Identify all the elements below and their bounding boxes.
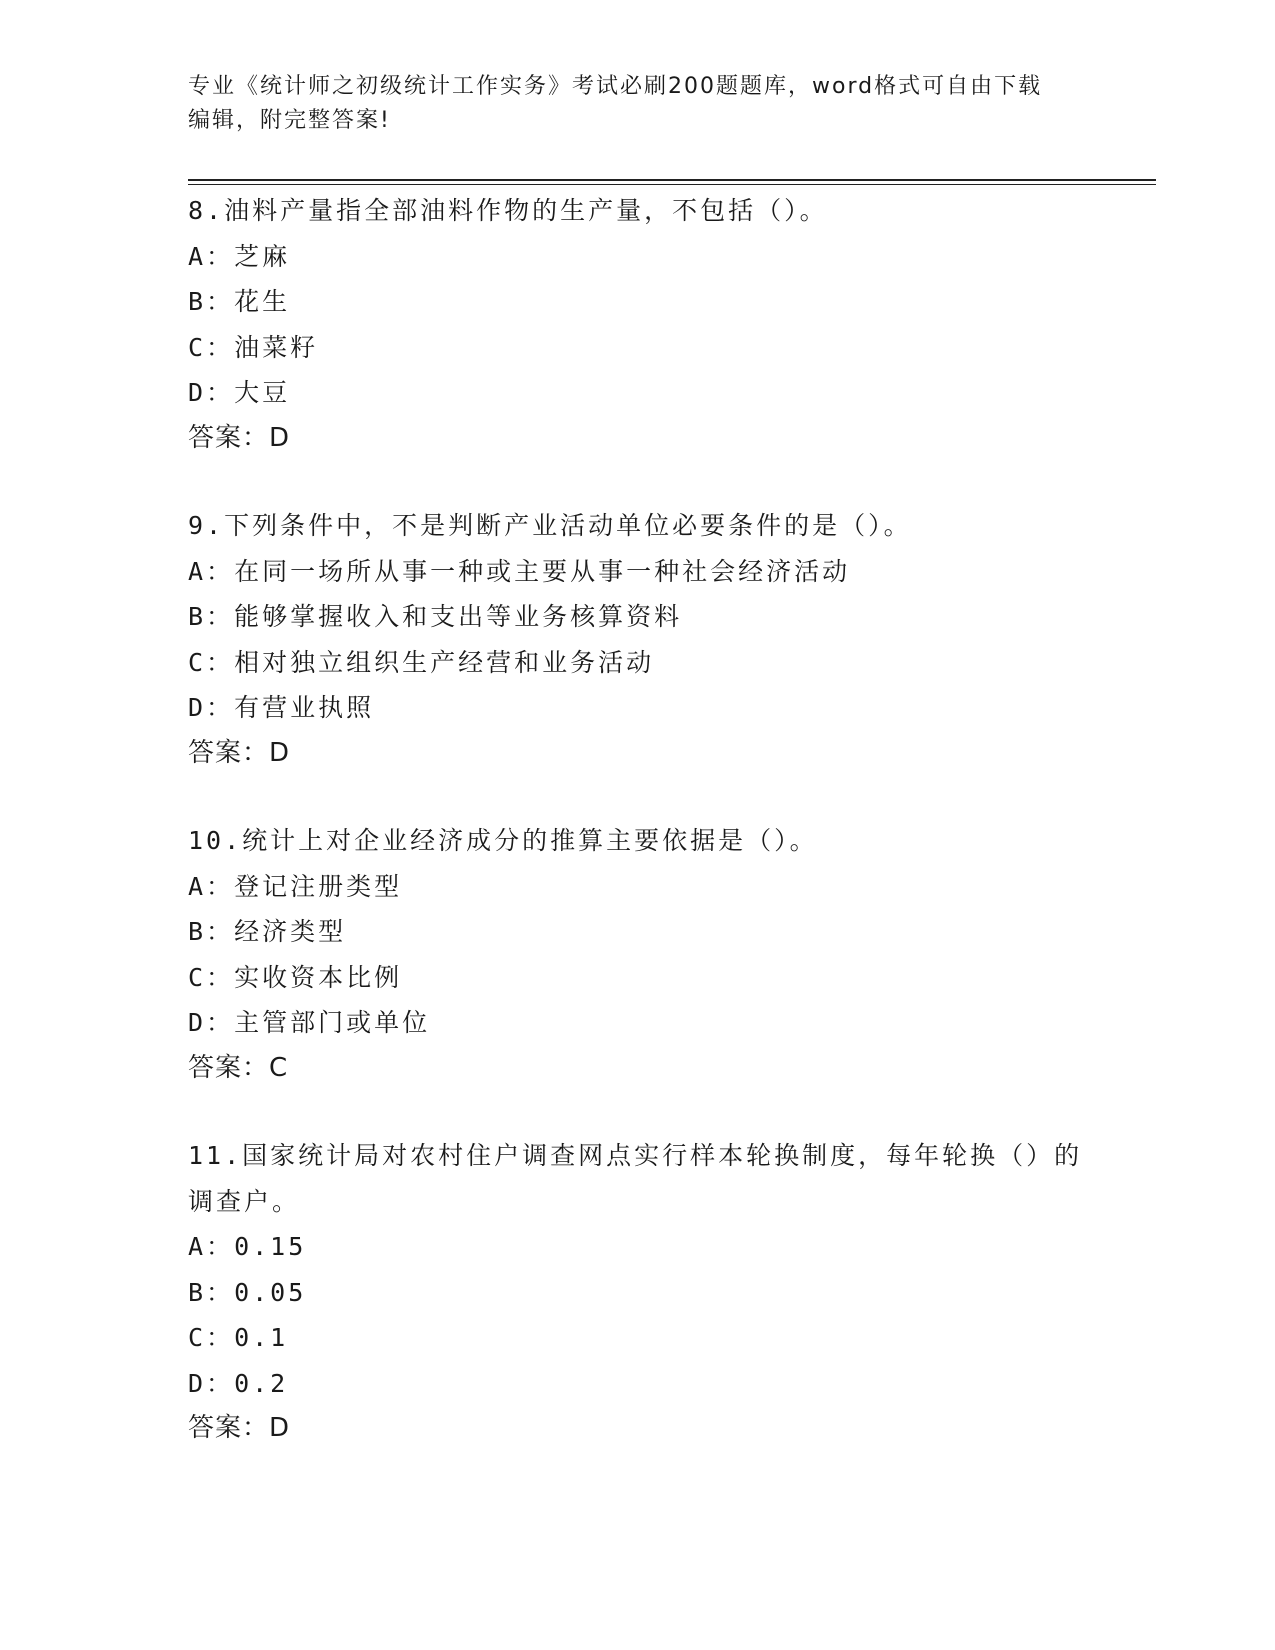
option-key: B： — [188, 287, 235, 316]
option-c — [188, 640, 1088, 686]
header-line-1: 专业《统计师之初级统计工作实务》考试必刷200题题库，word格式可自由下载 — [188, 74, 1043, 99]
option-key: B： — [188, 1277, 235, 1307]
option-text: 经济类型 — [234, 917, 347, 946]
option-c — [188, 325, 1088, 371]
option-key: D： — [188, 693, 235, 722]
option-text: 油菜籽 — [234, 332, 319, 362]
answer-line: 答案：C — [188, 1052, 289, 1083]
header-line-2: 编辑，附完整答案! — [188, 108, 391, 133]
option-a — [188, 1224, 1088, 1270]
header-divider-thin — [188, 184, 1156, 185]
option-text: 实收资本比例 — [234, 962, 403, 992]
question-8 — [188, 188, 1088, 461]
answer-line: 答案：D — [188, 1413, 291, 1443]
option-key: D： — [188, 1368, 235, 1398]
question-9 — [188, 503, 1088, 776]
option-key: A： — [188, 871, 235, 901]
option-a — [188, 234, 1088, 280]
option-a — [188, 864, 1088, 910]
question-10 — [188, 818, 1088, 1091]
option-text: 0.1 — [234, 1323, 289, 1352]
question-stem: 9.下列条件中，不是判断产业活动单位必要条件的是（）。 — [188, 511, 912, 540]
option-key: B： — [188, 917, 235, 946]
option-text: 0.15 — [234, 1232, 307, 1261]
option-d — [188, 685, 1088, 731]
option-a — [188, 549, 1088, 595]
option-text: 有营业执照 — [234, 693, 375, 722]
option-text: 花生 — [234, 287, 291, 316]
option-text: 0.05 — [234, 1277, 307, 1307]
answer-line: 答案：D — [188, 422, 291, 453]
option-b — [188, 594, 1088, 640]
option-text: 主管部门或单位 — [234, 1008, 431, 1037]
option-text: 登记注册类型 — [234, 871, 403, 901]
option-key: D： — [188, 378, 235, 407]
document-header — [188, 70, 1068, 138]
option-key: A： — [188, 241, 235, 271]
option-b — [188, 279, 1088, 325]
option-text: 芝麻 — [234, 241, 291, 271]
option-key: C： — [188, 332, 235, 362]
option-text: 在同一场所从事一种或主要从事一种社会经济活动 — [234, 556, 851, 586]
header-divider-thick — [188, 179, 1156, 181]
option-text: 能够掌握收入和支出等业务核算资料 — [234, 602, 683, 631]
question-list — [188, 188, 1088, 1494]
option-key: B： — [188, 602, 235, 631]
option-text: 相对独立组织生产经营和业务活动 — [234, 647, 655, 677]
option-text: 0.2 — [234, 1368, 289, 1398]
answer-line: 答案：D — [188, 737, 291, 768]
option-key: A： — [188, 556, 235, 586]
option-c — [188, 1315, 1088, 1361]
option-d — [188, 1000, 1088, 1046]
question-11 — [188, 1133, 1088, 1452]
option-d — [188, 370, 1088, 416]
option-key: D： — [188, 1008, 235, 1037]
option-d — [188, 1361, 1088, 1407]
option-key: A： — [188, 1232, 235, 1261]
option-key: C： — [188, 647, 235, 677]
option-text: 大豆 — [234, 378, 291, 407]
option-c — [188, 955, 1088, 1001]
question-stem: 11.国家统计局对农村住户调查网点实行样本轮换制度，每年轮换（）的调查户。 — [188, 1141, 1083, 1216]
option-b — [188, 909, 1088, 955]
option-b — [188, 1270, 1088, 1316]
question-stem: 8.油料产量指全部油料作物的生产量，不包括（）。 — [188, 196, 828, 225]
option-key: C： — [188, 1323, 235, 1352]
option-key: C： — [188, 962, 235, 992]
question-stem: 10.统计上对企业经济成分的推算主要依据是（）。 — [188, 826, 818, 855]
